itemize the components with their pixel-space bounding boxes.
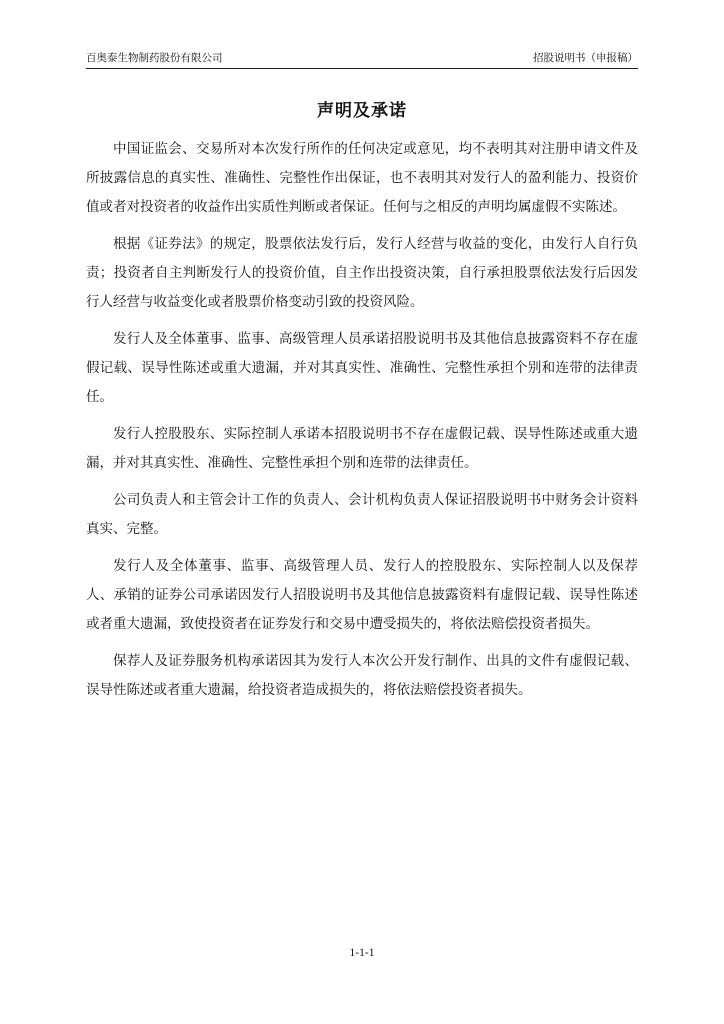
page-header xyxy=(86,50,638,69)
page-number: 1-1-1 xyxy=(349,947,375,959)
paragraph-accounting-responsibility: 公司负责人和主管会计工作的负责人、会计机构负责人保证招股说明书中财务会计资料真实、完整。 xyxy=(86,492,638,537)
paragraph-regulator-disclaimer: 中国证监会、交易所对本次发行所作的任何决定或意见，均不表明其对注册申请文件及所披露信息的真实性、准确性、完整性作出保证，也不表明其对发行人的盈利能力、投资价值或者对投资者的收益作出实质性判断或者保证。任何与之相反的声明均属虚假不实陈述。 xyxy=(86,141,638,215)
header-company-name: 百奥泰生物制药股份有限公司 xyxy=(86,52,223,64)
paragraph-compensation-commitment: 发行人及全体董事、监事、高级管理人员、发行人的控股股东、实际控制人以及保荐人、承销的证券公司承诺因发行人招股说明书及其他信息披露资料有虚假记载、误导性陈述或者重大遗漏，致使投资者在证券发行和交易中遭受损失的，将依法赔偿投资者损失。 xyxy=(86,558,638,632)
paragraph-board-commitment: 发行人及全体董事、监事、高级管理人员承诺招股说明书及其他信息披露资料不存在虚假记载、误导性陈述或重大遗漏，并对其真实性、准确性、完整性承担个别和连带的法律责任。 xyxy=(86,331,638,405)
paragraph-securities-law: 根据《证券法》的规定，股票依法发行后，发行人经营与收益的变化，由发行人自行负责；投资者自主判断发行人的投资价值，自主作出投资决策，自行承担股票依法发行后因发行人经营与收益变化或者股票价格变动引致的投资风险。 xyxy=(86,236,638,310)
statement-body xyxy=(86,135,638,713)
page-title: 声明及承诺 xyxy=(317,101,407,121)
paragraph-sponsor-commitment: 保荐人及证券服务机构承诺因其为发行人本次公开发行制作、出具的文件有虚假记载、误导性陈述或者重大遗漏，给投资者造成损失的，将依法赔偿投资者损失。 xyxy=(86,653,638,698)
header-document-type: 招股说明书（申报稿） xyxy=(533,52,638,64)
paragraph-controlling-shareholder: 发行人控股股东、实际控制人承诺本招股说明书不存在虚假记载、误导性陈述或重大遗漏，并对其真实性、准确性、完整性承担个别和连带的法律责任。 xyxy=(86,426,638,471)
